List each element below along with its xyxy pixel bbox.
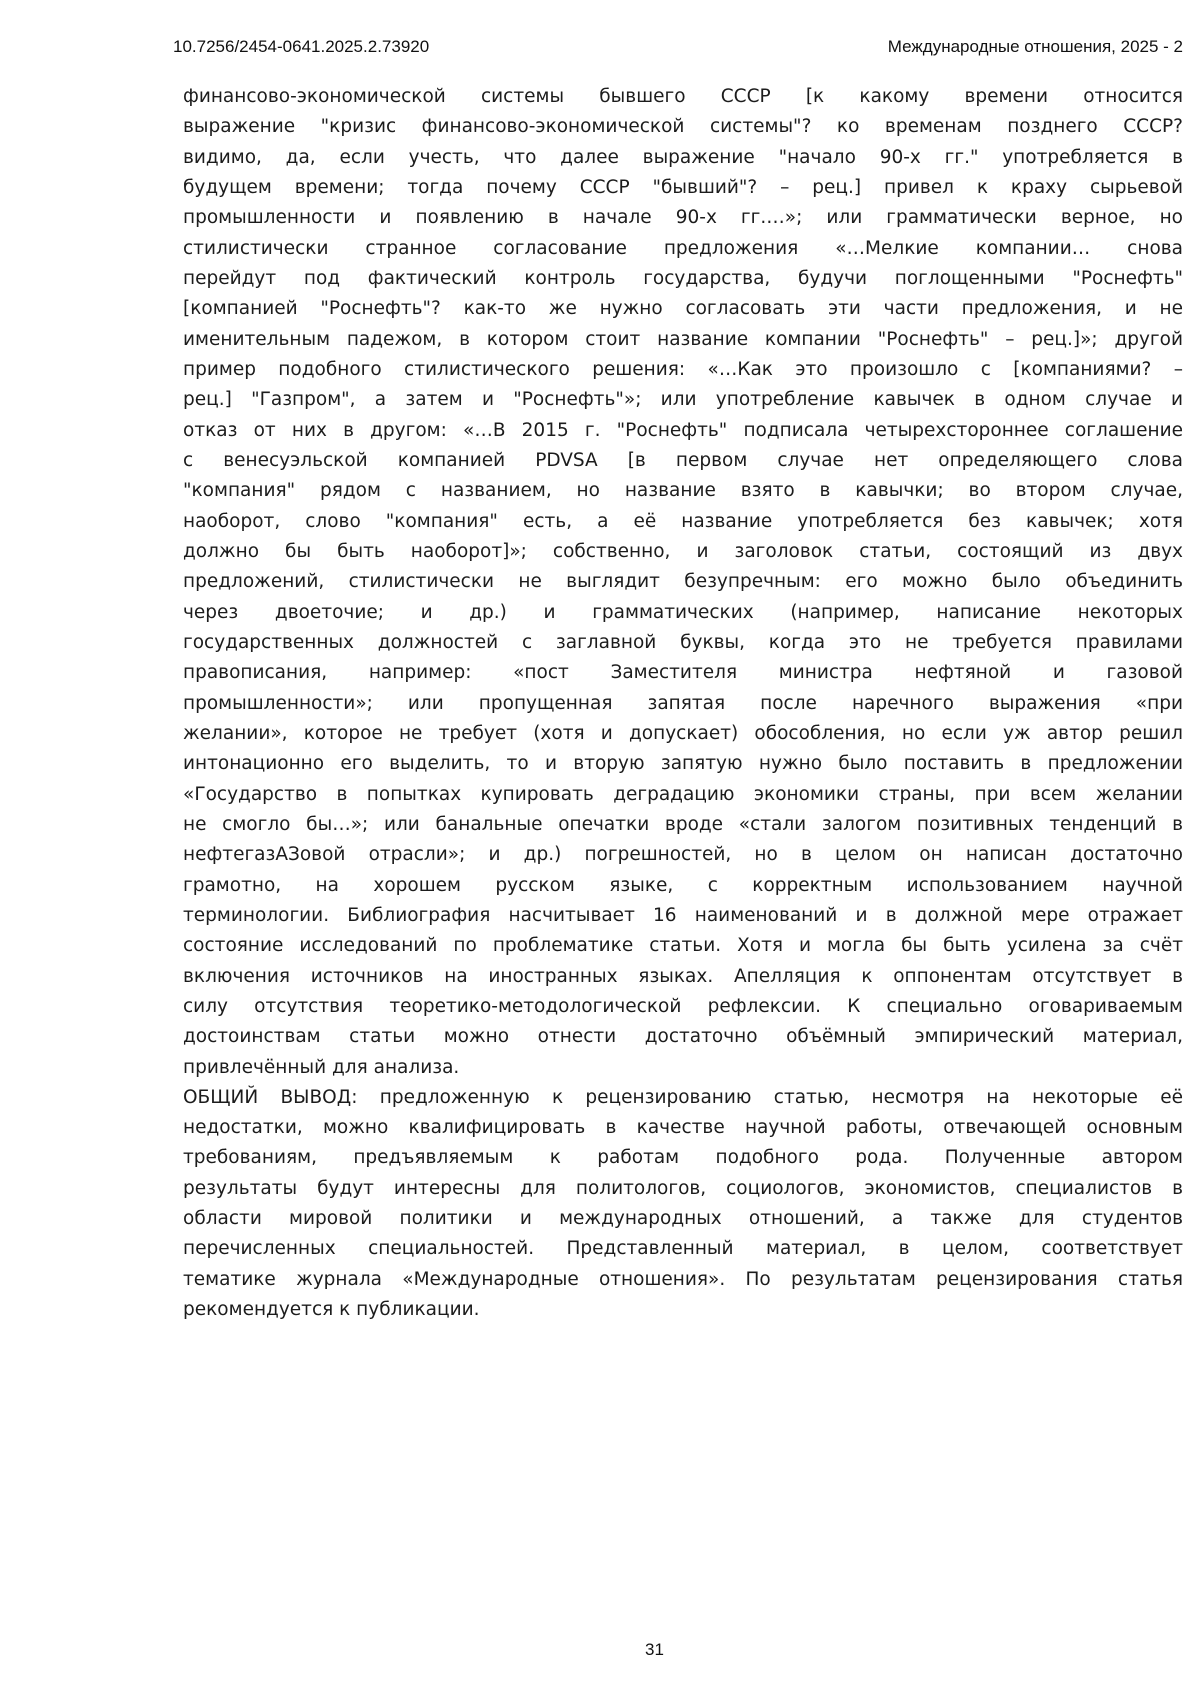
header-journal-title: Международные отношения, 2025 - 2 bbox=[887, 37, 1183, 56]
review-text-block bbox=[183, 82, 1183, 1325]
text-line: государственных должностей с заглавной буквы, когда это не требуется правилами bbox=[183, 631, 1183, 653]
text-line: перейдут под фактический контроль государства, будучи поглощенными "Роснефть" bbox=[183, 267, 1183, 289]
text-line: промышленности»; или пропущенная запятая после наречного выражения «при bbox=[183, 692, 1183, 714]
text-line: силу отсутствия теоретико-методологической рефлексии. К специально оговариваемым bbox=[183, 995, 1183, 1017]
text-line: не смогло бы…»; или банальные опечатки вроде «стали залогом позитивных тенденций в bbox=[183, 813, 1183, 835]
text-line: терминологии. Библиография насчитывает 16 наименований и в должной мере отражает bbox=[183, 904, 1183, 926]
text-line: выражение "кризис финансово-экономической системы"? ко временам позднего СССР? bbox=[183, 116, 1183, 138]
text-line: должно бы быть наоборот]»; собственно, и заголовок статьи, состоящий из двух bbox=[183, 540, 1183, 562]
page-header bbox=[173, 37, 1183, 57]
text-line: именительным падежом, в котором стоит название компании "Роснефть" – рец.]»; другой bbox=[183, 328, 1183, 350]
header-doi: 10.7256/2454-0641.2025.2.73920 bbox=[173, 37, 430, 56]
text-line: нефтегазАЗовой отрасли»; и др.) погрешностей, но в целом он написан достаточно bbox=[183, 844, 1183, 866]
page-footer bbox=[645, 1640, 664, 1660]
text-line: [компанией "Роснефть"? как-то же нужно согласовать эти части предложения, и не bbox=[183, 298, 1183, 320]
text-line: рец.] "Газпром", а затем и "Роснефть"»; или употребление кавычек в одном случае и bbox=[183, 389, 1183, 411]
text-line: отказ от них в другом: «…В 2015 г. "Роснефть" подписала четырехстороннее соглашение bbox=[183, 419, 1183, 441]
page-number: 31 bbox=[645, 1640, 664, 1659]
text-line: видимо, да, если учесть, что далее выражение "начало 90-х гг." употребляется в bbox=[183, 146, 1183, 168]
text-line: включения источников на иностранных языках. Апелляция к оппонентам отсутствует в bbox=[183, 965, 1183, 987]
text-line: через двоеточие; и др.) и грамматических (например, написание некоторых bbox=[183, 601, 1183, 623]
text-line: финансово-экономической системы бывшего СССР [к какому времени относится bbox=[183, 86, 1183, 107]
text-line: наоборот, слово "компания" есть, а её название употребляется без кавычек; хотя bbox=[183, 510, 1183, 532]
text-line: области мировой политики и международных отношений, а также для студентов bbox=[183, 1208, 1183, 1230]
text-line: привлечённый для анализа. bbox=[183, 1056, 460, 1078]
text-line: тематике журнала «Международные отношения». По результатам рецензирования статья bbox=[183, 1268, 1183, 1290]
text-line: стилистически странное согласование предложения «…Мелкие компании… снова bbox=[183, 237, 1183, 259]
text-line: результаты будут интересны для политологов, социологов, экономистов, специалистов в bbox=[183, 1177, 1183, 1199]
text-line: интонационно его выделить, то и вторую запятую нужно было поставить в предложении bbox=[183, 753, 1183, 775]
text-line: промышленности и появлению в начале 90-х гг.…»; или грамматически верное, но bbox=[183, 207, 1183, 229]
text-line: «Государство в попытках купировать деградацию экономики страны, при всем желании bbox=[183, 783, 1183, 805]
text-line: достоинствам статьи можно отнести достаточно объёмный эмпирический материал, bbox=[183, 1026, 1183, 1048]
text-line: перечисленных специальностей. Представленный материал, в целом, соответствует bbox=[183, 1238, 1183, 1260]
text-line: недостатки, можно квалифицировать в качестве научной работы, отвечающей основным bbox=[183, 1117, 1183, 1139]
text-line: ОБЩИЙ ВЫВОД: предложенную к рецензированию статью, несмотря на некоторые её bbox=[183, 1086, 1183, 1108]
text-line: с венесуэльской компанией PDVSA [в первом случае нет определяющего слова bbox=[183, 449, 1183, 471]
text-line: пример подобного стилистического решения: «…Как это произошло с [компаниями? – bbox=[183, 358, 1183, 380]
text-line: рекомендуется к публикации. bbox=[183, 1299, 480, 1321]
text-line: будущем времени; тогда почему СССР "бывший"? – рец.] привел к краху сырьевой bbox=[183, 176, 1183, 198]
text-line: требованиям, предъявляемым к работам подобного рода. Полученные автором bbox=[183, 1147, 1183, 1169]
text-line: состояние исследований по проблематике статьи. Хотя и могла бы быть усилена за счёт bbox=[183, 935, 1183, 957]
text-line: правописания, например: «пост Заместителя министра нефтяной и газовой bbox=[183, 662, 1183, 684]
text-line: "компания" рядом с названием, но название взято в кавычки; во втором случае, bbox=[183, 480, 1183, 502]
text-line: желании», которое не требует (хотя и допускает) обособления, но если уж автор решил bbox=[183, 722, 1183, 744]
text-line: предложений, стилистически не выглядит безупречным: его можно было объединить bbox=[183, 571, 1183, 593]
text-line: грамотно, на хорошем русском языке, с корректным использованием научной bbox=[183, 874, 1183, 896]
